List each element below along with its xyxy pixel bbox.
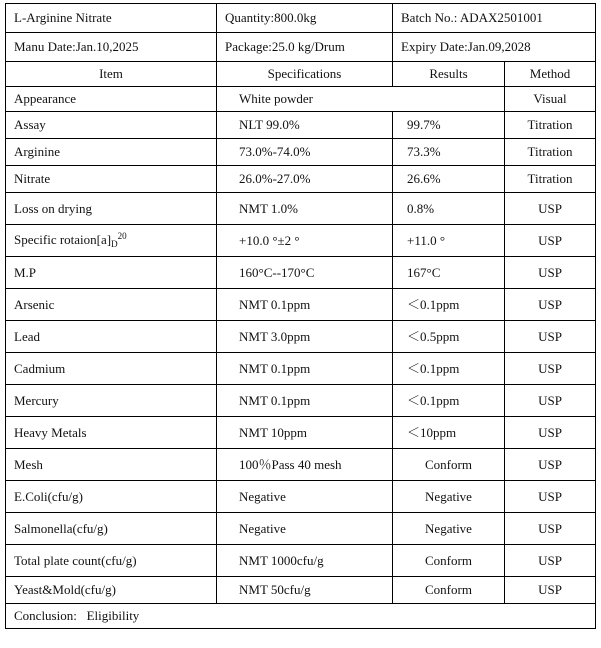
row-result: 167°C [393,257,505,289]
row-method: Titration [505,139,596,166]
row-spec: NMT 1.0% [217,193,393,225]
table-row [6,193,596,225]
row-item: E.Coli(cfu/g) [6,481,217,513]
table-row [6,289,596,321]
row-method: USP [505,513,596,545]
appearance-spec: White powder [217,87,505,112]
row-spec: 73.0%-74.0% [217,139,393,166]
appearance-method: Visual [505,87,596,112]
row-result: Conform [393,545,505,577]
row-method: USP [505,481,596,513]
row-item: Lead [6,321,217,353]
row-result: 73.3% [393,139,505,166]
row-result: 26.6% [393,166,505,193]
row-method: Titration [505,112,596,139]
coa-table [5,3,596,629]
row-spec: Negative [217,481,393,513]
row-result: ＜0.5ppm [393,321,505,353]
row-item-specific-rotation [6,225,217,257]
conclusion: Conclusion: Eligibility [6,604,596,629]
row-result: ＜0.1ppm [393,353,505,385]
row-spec: 100％Pass 40 mesh [217,449,393,481]
row-result: Negative [393,481,505,513]
column-header-specifications: Specifications [217,62,393,87]
row-item: Yeast&Mold(cfu/g) [6,577,217,604]
column-header-row [6,62,596,87]
row-item: Arsenic [6,289,217,321]
row-method: USP [505,449,596,481]
table-row [6,166,596,193]
column-header-results: Results [393,62,505,87]
row-result: Conform [393,449,505,481]
row-item: Loss on drying [6,193,217,225]
row-result: ＜0.1ppm [393,385,505,417]
row-item: Mercury [6,385,217,417]
row-item: Mesh [6,449,217,481]
row-method: USP [505,257,596,289]
header-row-1 [6,4,596,33]
table-row [6,449,596,481]
row-item: Nitrate [6,166,217,193]
row-spec: NMT 3.0ppm [217,321,393,353]
column-header-method: Method [505,62,596,87]
row-method: USP [505,193,596,225]
row-spec: +10.0 °±2 ° [217,225,393,257]
row-result: Negative [393,513,505,545]
package: Package:25.0 kg/Drum [217,33,393,62]
table-row [6,513,596,545]
row-method: USP [505,545,596,577]
row-spec: NLT 99.0% [217,112,393,139]
table-row [6,225,596,257]
row-item: Arginine [6,139,217,166]
row-method: USP [505,321,596,353]
row-result: ＜0.1ppm [393,289,505,321]
row-spec: NMT 50cfu/g [217,577,393,604]
row-item: Cadmium [6,353,217,385]
row-spec: NMT 1000cfu/g [217,545,393,577]
table-row [6,257,596,289]
appearance-item: Appearance [6,87,217,112]
table-row [6,577,596,604]
expiry-date: Expiry Date:Jan.09,2028 [393,33,596,62]
row-result: 0.8% [393,193,505,225]
table-row [6,112,596,139]
row-spec: NMT 0.1ppm [217,385,393,417]
manufacture-date: Manu Date:Jan.10,2025 [6,33,217,62]
row-item: Total plate count(cfu/g) [6,545,217,577]
table-row [6,139,596,166]
row-result: Conform [393,577,505,604]
table-row [6,385,596,417]
conclusion-row [6,604,596,629]
row-method: USP [505,385,596,417]
row-spec: NMT 0.1ppm [217,353,393,385]
rotation-subscript: D [111,239,118,249]
row-item: Salmonella(cfu/g) [6,513,217,545]
row-item: Heavy Metals [6,417,217,449]
rotation-label: Specific rotaion[a] [14,232,112,247]
row-result: 99.7% [393,112,505,139]
row-spec: 160°C--170°C [217,257,393,289]
row-spec: 26.0%-27.0% [217,166,393,193]
rotation-superscript: 20 [117,231,127,241]
header-row-2 [6,33,596,62]
row-spec: Negative [217,513,393,545]
row-spec: NMT 10ppm [217,417,393,449]
appearance-row [6,87,596,112]
table-row [6,417,596,449]
row-result: ＜10ppm [393,417,505,449]
row-method: USP [505,417,596,449]
row-method: USP [505,353,596,385]
product-name: L-Arginine Nitrate [6,4,217,33]
table-row [6,545,596,577]
quantity: Quantity:800.0kg [217,4,393,33]
row-item: Assay [6,112,217,139]
batch-number: Batch No.: ADAX2501001 [393,4,596,33]
row-method: USP [505,577,596,604]
row-result: +11.0 ° [393,225,505,257]
row-item: M.P [6,257,217,289]
table-row [6,481,596,513]
row-method: USP [505,289,596,321]
column-header-item: Item [6,62,217,87]
table-row [6,321,596,353]
row-spec: NMT 0.1ppm [217,289,393,321]
row-method: Titration [505,166,596,193]
table-row [6,353,596,385]
row-method: USP [505,225,596,257]
